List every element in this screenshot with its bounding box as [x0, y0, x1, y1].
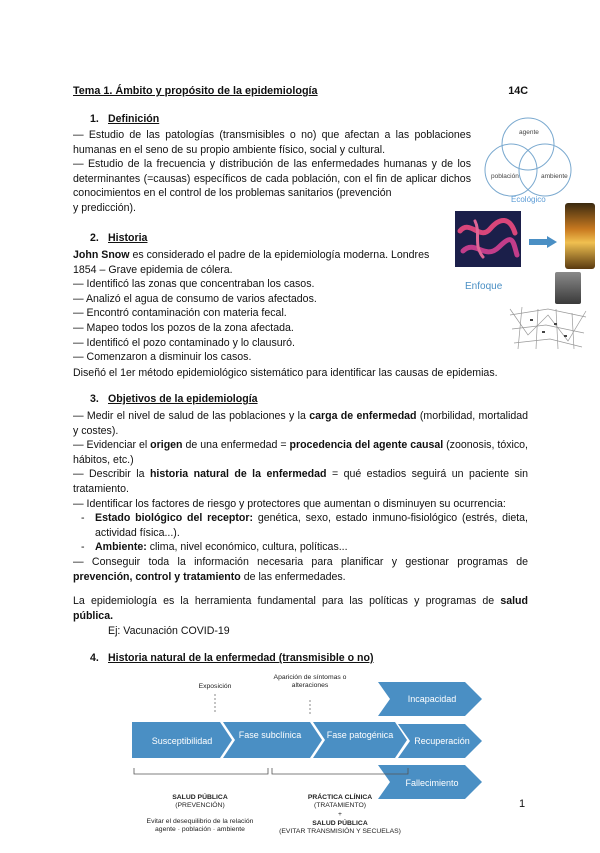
objetivo-5-c: de las enfermedades. [240, 570, 346, 583]
historia-item: — Comenzaron a disminuir los casos. [73, 351, 252, 364]
definicion-p2a: — Estudio de la frecuencia y distribución de las enfermedades humanas y de los determinantes (=causas) específicos de cada población, con el fin de aplicar dichos conocimientos en el control de los problemas sanitarios (prevención [73, 158, 471, 200]
factor-biologico [73, 511, 528, 540]
section-number: 1. [90, 113, 99, 125]
historia-body [73, 248, 473, 365]
natural-history-diagram [120, 672, 490, 848]
section-number: 3. [90, 393, 99, 405]
evitar-left-note: Evitar el desequilibrio de la relación agente · población · ambiente [146, 818, 254, 833]
plus-sign: + [338, 811, 342, 818]
section-number: 2. [90, 232, 99, 244]
objetivo-2-e: (zoonosis, tóxico, hábitos, etc.) [73, 439, 528, 466]
factor-ambiente-label: Ambiente: [95, 541, 147, 554]
objetivo-2-b: origen [150, 439, 183, 452]
practica-clinica-label: PRÁCTICA CLÍNICA [307, 794, 373, 801]
incapacidad-label: Incapacidad [407, 694, 457, 704]
section-heading-objetivos [90, 392, 258, 407]
snow-map-image [508, 305, 588, 351]
definicion-p2b: y predicción). [73, 201, 136, 214]
page-title-row [73, 84, 528, 99]
factor-biologico-label: Estado biológico del receptor: [95, 512, 254, 525]
venn-caption: Ecológico [511, 195, 546, 204]
salud-publica-right-label: SALUD PÚBLICA [312, 820, 368, 827]
objetivo-2-a: — Evidenciar el [73, 439, 151, 452]
page-title: Tema 1. Ámbito y propósito de la epidemiología [73, 85, 318, 97]
section-heading-historia [90, 231, 147, 246]
page-number: 1 [519, 798, 526, 810]
definicion-p1: — Estudio de las patologías (transmisibles o no) que afectan a las poblaciones humanas en el seno de su propio ambiente físico, social y cultural. [73, 129, 471, 156]
factor-biologico-text: genética, sexo, estado inmuno-fisiológico (estrés, dieta, actividad física...). [95, 512, 528, 539]
human-body-image [565, 203, 595, 269]
objetivo-3 [73, 467, 528, 496]
historia-item: — Identificó las zonas que concentraban los casos. [73, 278, 315, 291]
john-snow-name: John Snow [73, 249, 130, 261]
historia-item: — Encontró contaminación con materia fecal. [73, 307, 287, 320]
salud-publica-bold: salud pública. [73, 595, 528, 622]
objetivo-5-a: — Conseguir toda la información necesaria para planificar y gestionar programas de [73, 555, 528, 568]
section-title: Objetivos de la epidemiología [108, 393, 258, 405]
salud-publica-paragraph [73, 594, 528, 623]
historia-item: — Identificó el pozo contaminado y lo clausuró. [73, 336, 296, 349]
fase-subclinica-block [223, 722, 322, 758]
objetivo-3-b: historia natural de la enfermedad [149, 468, 327, 481]
section-title: Definición [108, 113, 160, 125]
fase-subclinica-label: Fase subclínica [238, 730, 302, 740]
recuperacion-label: Recuperación [414, 736, 470, 746]
section-title: Historia natural de la enfermedad (transmisible o no) [108, 652, 374, 664]
historia-closing: Diseñó el 1er método epidemiológico sistemático para identificar las causas de epidemias. [73, 367, 498, 379]
objetivo-5-b: prevención, control y tratamiento [73, 570, 241, 583]
portrait-image [555, 272, 581, 304]
exposicion-label: Exposición [198, 683, 232, 690]
fallecimiento-label: Fallecimiento [405, 778, 459, 788]
historia-line-2: 1854 – Grave epidemia de cólera. [73, 263, 233, 276]
enfoque-label: Enfoque [465, 281, 503, 292]
objetivos-body [73, 409, 528, 584]
objetivo-1-a: — Medir el nivel de salud de las poblaciones y la [73, 410, 310, 422]
objetivo-2-c: de una enfermedad = [182, 439, 290, 452]
section-heading-historia-natural [90, 651, 374, 666]
prevencion-label: (PREVENCIÓN) [175, 802, 225, 809]
objetivo-1-c: (morbilidad, mortalidad y costes). [73, 410, 528, 437]
venn-label-poblacion: población [491, 173, 519, 180]
aparicion-label: Aparición de síntomas o alteraciones [273, 674, 347, 689]
historia-line-1 [73, 248, 473, 263]
objetivo-1-b: carga de enfermedad [309, 410, 417, 422]
tratamiento-label: (TRATAMIENTO) [313, 802, 367, 809]
venn-label-ambiente: ambiente [541, 173, 568, 180]
salud-publica-text: La epidemiología es la herramienta fundamental para las políticas y programas de [73, 595, 501, 607]
objetivo-5 [73, 555, 528, 584]
document-code: 14C [508, 85, 528, 97]
section-number: 4. [90, 652, 99, 664]
historia-item: — Analizó el agua de consumo de varios afectados. [73, 292, 317, 305]
example-line: Ej: Vacunación COVID-19 [108, 625, 230, 637]
bracket-salud-publica [134, 768, 268, 774]
objetivo-3-a: — Describir la [73, 468, 150, 481]
historia-item: — Mapeo todos los pozos de la zona afectada. [73, 321, 294, 334]
historia-line-1-rest: es considerado el padre de la epidemiología moderna. Londres [129, 249, 430, 261]
susceptibilidad-label: Susceptibilidad [151, 736, 213, 746]
definicion-body [73, 128, 471, 216]
fase-patogenica-label: Fase patogénica [326, 730, 394, 740]
section-heading-definicion [90, 112, 159, 127]
objetivo-4: — Identificar los factores de riesgo y protectores que aumentan o disminuyen su ocurrencia: [73, 497, 506, 510]
salud-publica-left-label: SALUD PÚBLICA [172, 794, 228, 801]
factor-ambiente [73, 540, 528, 555]
venn-diagram [478, 112, 578, 207]
objetivo-1 [73, 409, 528, 438]
arrow-right-icon [529, 236, 557, 248]
fase-patogenica-block [313, 722, 407, 758]
objetivo-2-d: procedencia del agente causal [289, 439, 444, 452]
factor-ambiente-text: clima, nivel económico, cultura, políticas... [146, 541, 348, 554]
objetivo-2 [73, 438, 528, 467]
evitar-right-note: (EVITAR TRANSMISIÓN Y SECUELAS) [279, 828, 401, 835]
venn-label-agente: agente [519, 129, 539, 136]
objetivo-3-c: = qué estadios seguirá un paciente sin tratamiento. [73, 468, 528, 495]
section-title: Historia [108, 232, 148, 244]
